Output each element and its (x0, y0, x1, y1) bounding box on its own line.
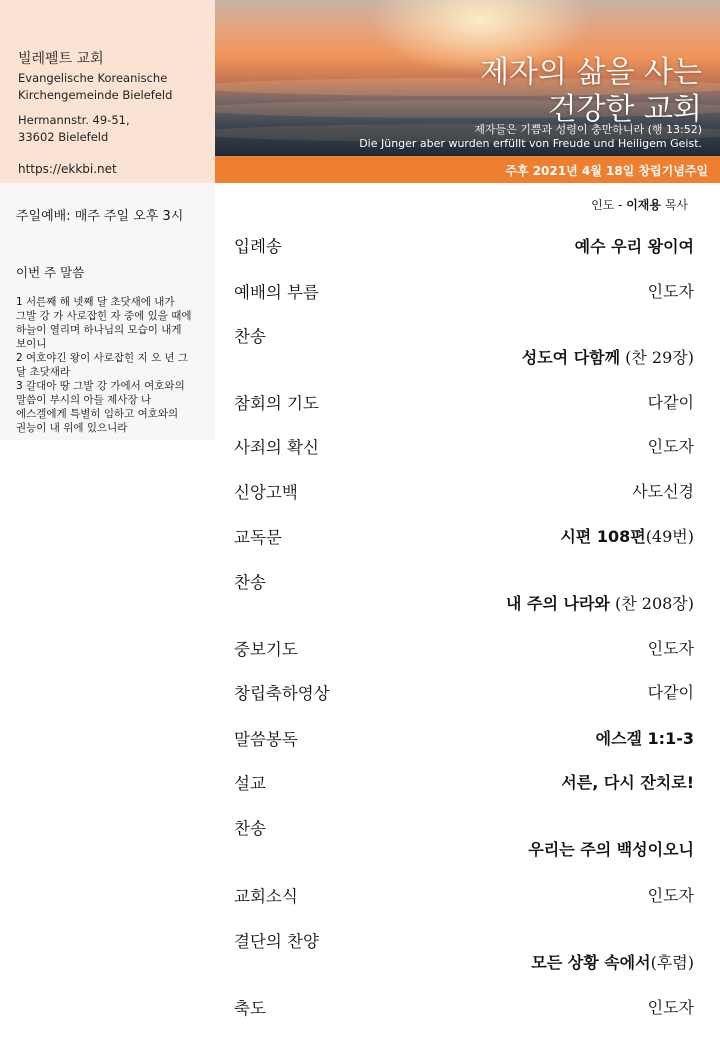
address-line1: Hermannstr. 49-51, (18, 113, 130, 127)
order-item-value (648, 390, 694, 413)
order-item-label: 설교 (234, 774, 266, 793)
order-item-value-plain: 인도자 (647, 886, 694, 905)
order-item-value-plain: 사도신경 (632, 482, 694, 501)
verse-line: 달 초닷새라 (16, 366, 71, 378)
order-item-label: 말씀봉독 (234, 730, 298, 749)
order-item-value (575, 234, 694, 257)
verse-line: 권능이 내 위에 있으니라 (16, 422, 128, 434)
church-name-german (18, 70, 172, 104)
church-info-panel (0, 0, 215, 183)
verse-line: 1 서른째 해 넷째 달 초닷새에 내가 (16, 296, 175, 308)
order-item-label: 교회소식 (234, 887, 298, 906)
church-name-german-line2: Kirchengemeinde Bielefeld (18, 88, 173, 102)
order-item-value-bold: 우리는 주의 백성이오니 (528, 840, 694, 859)
order-item-value (648, 680, 694, 703)
leader-title: 목사 (661, 198, 688, 212)
order-item-value (632, 479, 694, 502)
verse-line: 보이니 (16, 338, 47, 350)
order-item-value-bold: 에스겔 1:1-3 (595, 729, 694, 748)
slogan-line1: 제자의 삶을 사는 (480, 55, 702, 90)
weekly-scripture-text (16, 295, 206, 435)
order-item-label: 창립축하영상 (234, 684, 330, 703)
order-item-label: 축도 (234, 999, 266, 1018)
sidebar (0, 183, 215, 440)
verse-line: 3 갈대아 땅 그발 강 가에서 여호와의 (16, 380, 185, 392)
order-item-value (531, 950, 694, 973)
order-item-value-plain: 다같이 (647, 393, 694, 412)
order-item-value-bold: 모든 상황 속에서 (531, 953, 651, 972)
address-line2: 33602 Bielefeld (18, 130, 109, 144)
order-item-label: 예배의 부름 (234, 283, 319, 302)
order-item-value-bold: 시편 108편 (560, 527, 646, 546)
order-item-value-plain: 인도자 (647, 998, 694, 1017)
order-item-label: 입례송 (234, 237, 282, 256)
header-banner (215, 0, 720, 156)
verse-line: 에스겔에게 특별히 임하고 여호와의 (16, 408, 179, 420)
order-item-label: 참회의 기도 (234, 394, 319, 413)
order-item-value-plain: (찬 208장) (609, 594, 694, 613)
verse-line: 하늘이 열리며 하나님의 모습이 내게 (16, 324, 182, 336)
order-item-value-plain: (찬 29장) (620, 348, 694, 367)
leader-name: 이재용 (626, 198, 661, 212)
order-item-label: 찬송 (234, 573, 266, 592)
order-item-value (648, 279, 694, 302)
order-item-value (560, 524, 694, 547)
weekly-scripture-title: 이번 주 말씀 (16, 265, 85, 280)
theme-verse-korean: 제자들은 기쁨과 성령이 충만하니라 (행 13:52) (474, 123, 702, 136)
service-time: 주일예배: 매주 주일 오후 3시 (16, 209, 184, 224)
verse-line: 말씀이 부시의 아들 제사장 나 (16, 394, 152, 406)
order-item-label: 신앙고백 (234, 483, 298, 502)
order-item-value-bold: 성도여 다함께 (521, 348, 621, 367)
order-item-value (528, 837, 694, 860)
order-item-value-plain: 인도자 (647, 639, 694, 658)
church-website-link[interactable]: https://ekkbi.net (18, 162, 117, 176)
order-item-value-plain: 인도자 (647, 282, 694, 301)
leader-prefix: 인도 - (591, 198, 627, 212)
service-date: 주후 2021년 4월 18일 창립기념주일 (505, 164, 708, 178)
order-item-label: 결단의 찬양 (234, 932, 319, 951)
order-item-value (648, 636, 694, 659)
verse-line: 2 여호야긴 왕이 사로잡힌 지 오 년 그 (16, 352, 189, 364)
order-item-value (648, 995, 694, 1018)
worship-leader (591, 196, 688, 213)
order-item-value-plain: 인도자 (647, 437, 694, 456)
order-item-value-plain: (후렴) (650, 953, 694, 972)
verse-line: 그발 강 가 사로잡힌 자 중에 있을 때에 (16, 310, 192, 322)
church-name: 빌레펠트 교회 (18, 51, 104, 67)
slogan-line2: 건강한 교회 (547, 92, 702, 127)
order-item-value (506, 591, 694, 614)
order-item-value-bold: 내 주의 나라와 (506, 594, 610, 613)
order-item-value-bold: 서른, 다시 잔치로! (561, 773, 694, 792)
church-name-german-line1: Evangelische Koreanische (18, 71, 168, 85)
order-item-label: 교독문 (234, 528, 282, 547)
order-item-value-plain: (49번) (645, 527, 694, 546)
order-item-value (596, 726, 694, 749)
order-item-value (648, 883, 694, 906)
order-item-label: 중보기도 (234, 640, 298, 659)
order-item-label: 찬송 (234, 327, 266, 346)
order-item-label: 찬송 (234, 819, 266, 838)
date-bar (215, 156, 720, 183)
church-address (18, 112, 130, 146)
theme-verse-german: Die Jünger aber wurden erfüllt von Freude und Heiligem Geist. (359, 137, 702, 150)
order-item-value (522, 345, 694, 368)
order-item-value-bold: 예수 우리 왕이여 (574, 237, 694, 256)
order-item-label: 사죄의 확신 (234, 438, 319, 457)
order-item-value (648, 434, 694, 457)
order-item-value (561, 770, 694, 793)
order-item-value-plain: 다같이 (647, 683, 694, 702)
